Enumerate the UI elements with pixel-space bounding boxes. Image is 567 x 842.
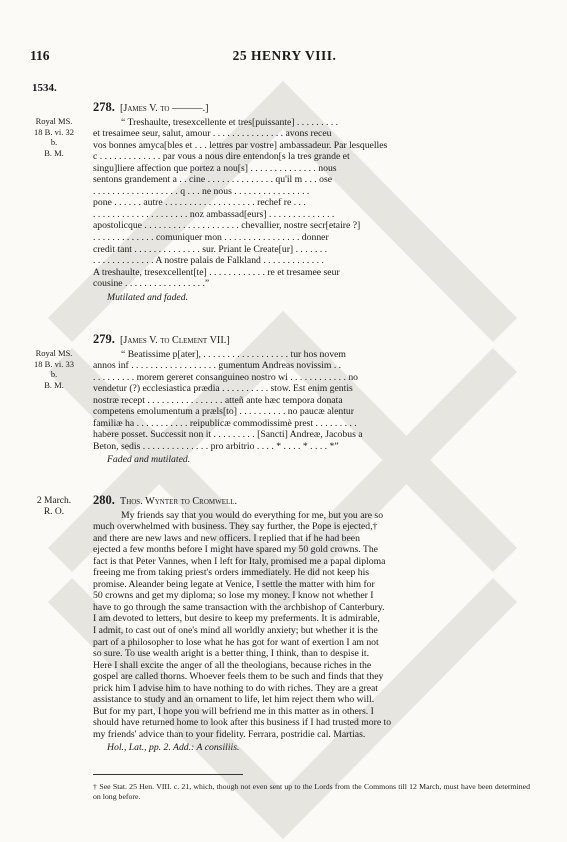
entry-title: Thos. Wynter to Cromwell. xyxy=(119,496,238,507)
text-line: A treshaulte, tresexcellent[te] . . . . . . . . . . . . re et tresamee seur xyxy=(93,266,340,278)
text-line: sentons grandement a . . cine . . . . . . . . . . . . . . qu'il m . . . ose xyxy=(93,174,333,186)
margin-line: 18 B. vi. 33 b. xyxy=(34,358,74,379)
text-line: freeing me from taking priest's orders immediately. He did not keep his xyxy=(93,567,370,579)
text-line: Here I shall excite the anger of all the theologians, because riches in the xyxy=(93,659,372,671)
entry-note: Mutilated and faded. xyxy=(107,291,188,303)
text-line: “ Treshaulte, tresexcellente et tres[puissante] . . . . . . . . . xyxy=(121,116,339,128)
entry-body xyxy=(93,495,530,754)
text-line: fact is that Peter Vannes, when I left for Italy, promised me a papal diploma xyxy=(93,555,386,567)
text-line: But for my part, I hope you will befriend me in this matter as in others. I xyxy=(93,705,374,717)
footnote-divider xyxy=(93,774,243,775)
text-line: Beton, sedis . . . . . . . . . . . . . . pro arbitrio . . . . * . . . . * . . . . *” xyxy=(93,440,339,452)
text-line: . . . . . . . . . . . . . A nostre palais de Falkland . . . . . . . . . . . . . xyxy=(93,255,324,267)
text-line: My friends say that you would do everything for me, but you are so xyxy=(121,509,384,521)
text-line: habere posset. Successit non it . . . . . . . . . [Sancti] Andreæ, Jacobus a xyxy=(93,429,363,441)
margin-date: 2 March. xyxy=(36,496,72,506)
entry-text xyxy=(93,349,530,453)
entry-number: 279. xyxy=(93,332,115,346)
text-line: . . . . . . . . . . . . . . . . . . . . noz ambassad[eurs] . . . . . . . . . . . . . . xyxy=(93,208,335,220)
margin-line: R. O. xyxy=(43,506,65,517)
text-line: ejected a few months before I might have spared my 50 gold crowns. The xyxy=(93,544,378,556)
entry-number: 280. xyxy=(93,493,115,507)
text-line: I admit, to cast out of one's mind all worldly anxiety; but whether it is the xyxy=(93,625,378,637)
text-line: et tresaimee seur, salut, amour . . . . . . . . . . . . . . . avons receu xyxy=(93,128,332,140)
entry-body xyxy=(93,102,530,303)
entry-heading xyxy=(93,495,530,508)
entry-margin-note xyxy=(30,348,78,390)
running-title: 25 HENRY VIII. xyxy=(232,48,337,63)
margin-line: 18 B. vi. 32 b. xyxy=(34,126,74,147)
text-line: . . . . . . . . . . . . . . . . . . q . . . ne nous . . . . . . . . . . . . . . . . xyxy=(93,185,310,197)
margin-line: B. M. xyxy=(44,379,64,390)
text-line: so sure. To use wealth aright is a better thing, I think, than to despise it. xyxy=(93,648,369,660)
footnote: † See Stat. 25 Hen. VIII. c. 21, which, though not even sent up to the Lords from the Commons till 12 March, must have been determined on long before. xyxy=(93,782,530,801)
entry-margin-note xyxy=(30,116,78,158)
text-line: and there are new laws and new officers. I replied that if he had been xyxy=(93,532,360,544)
entry-number: 278. xyxy=(93,100,115,114)
text-line: apostolicque . . . . . . . . . . . . . . . . . . . . chevallier, nostre secr[etaire ?] xyxy=(93,220,361,232)
entry-heading xyxy=(93,102,530,115)
text-line: assistance to study and an ornament to life, let him reject them who will. xyxy=(93,694,375,706)
entry-note: Faded and mutilated. xyxy=(107,454,191,466)
text-line: . . . . . . . . . . . . . comuniquer mon . . . . . . . . . . . . . . . . donner xyxy=(93,232,329,244)
text-line: cousine . . . . . . . . . . . . . . . . .” xyxy=(93,278,210,290)
entry-text xyxy=(93,510,530,741)
page-number: 116 xyxy=(30,48,50,63)
text-line: part of a philosopher to lose what he has got for want of exertion I am not xyxy=(93,636,379,648)
text-line: I am devoted to letters, but desire to keep my preferments. It is admirable, xyxy=(93,613,380,625)
text-line: much overwhelmed with business. They say further, the Pope is ejected,† xyxy=(93,521,378,533)
margin-line: B. M. xyxy=(44,147,64,158)
text-line: should have returned home to look after this business if I had trusted more to xyxy=(93,717,392,729)
text-line: familiæ ha . . . . . . . . . . . reipublicæ commodissimè prest . . . . . . . . . xyxy=(93,417,357,429)
text-line: vos bonnes amyca[bles et . . . lettres par vostre] ambassadeur. Par lesquelles xyxy=(93,139,388,151)
entry-margin-note xyxy=(30,496,78,517)
entry-body xyxy=(93,334,530,466)
text-line: “ Beatissime p[ater], . . . . . . . . . . . . . . . . . . tur hos novem xyxy=(121,348,346,360)
page-header xyxy=(30,48,539,68)
text-line: credit tant . . . . . . . . . . . . . . sur. Priant le Create[ur] . . . . . . . xyxy=(93,243,328,255)
entry-heading xyxy=(93,334,530,347)
text-line: nostræ recept . . . . . . . . . . . . . . . . atteñ ante hæc tempora donata xyxy=(93,394,343,406)
text-line: . . . . . . . . . morem gereret consanguineo nostro wi . . . . . . . . . . . . no xyxy=(93,371,359,383)
text-line: competens emolumentum a præls[to] . . . . . . . . . . no paucæ alentur xyxy=(93,406,354,418)
text-line: 50 crowns and get my diploma; so lose my money. I know not whether I xyxy=(93,590,374,602)
text-line: pone . . . . . . autre . . . . . . . . . . . . . . . . . . . rechef re . . . xyxy=(93,197,306,209)
text-line: promise. Aleander being legate at Venice, I settle the matter with him for xyxy=(93,578,375,590)
text-line: c . . . . . . . . . . . . . par vous a nous dire entendon[s la tres grande et xyxy=(93,151,350,163)
margin-line: Royal MS. xyxy=(35,116,73,126)
entry-title: [James V. to ———.] xyxy=(119,103,209,114)
text-line: annos inf . . . . . . . . . . . . . . . . . . gumentum Andreas novissim . . xyxy=(93,360,342,372)
text-line: gospel are called thorns. Whoever feels them to be such and finds that they xyxy=(93,671,384,683)
year-label: 1534. xyxy=(32,82,57,94)
entry-note: Hol., Lat., pp. 2. Add.: A consiliis. xyxy=(107,742,240,754)
margin-line: Royal MS. xyxy=(35,348,73,358)
text-line: my friends' advice than to your fidelity. Ferrara, postridie cal. Martias. xyxy=(93,728,366,740)
text-line: vendetur (?) ecclesiastica prædia . . . . . . . . . . stow. Est enim gentis xyxy=(93,383,353,395)
text-line: singu]liere affection que portez a nou[s] . . . . . . . . . . . . . . nous xyxy=(93,162,337,174)
entry-text xyxy=(93,117,530,290)
text-line: prick him I advise him to have nothing to do with riches. They are a great xyxy=(93,682,378,694)
text-line: have to go through the same transaction with the archbishop of Canterbury. xyxy=(93,601,385,613)
entry-title: [James V. to Clement VII.] xyxy=(119,335,230,346)
